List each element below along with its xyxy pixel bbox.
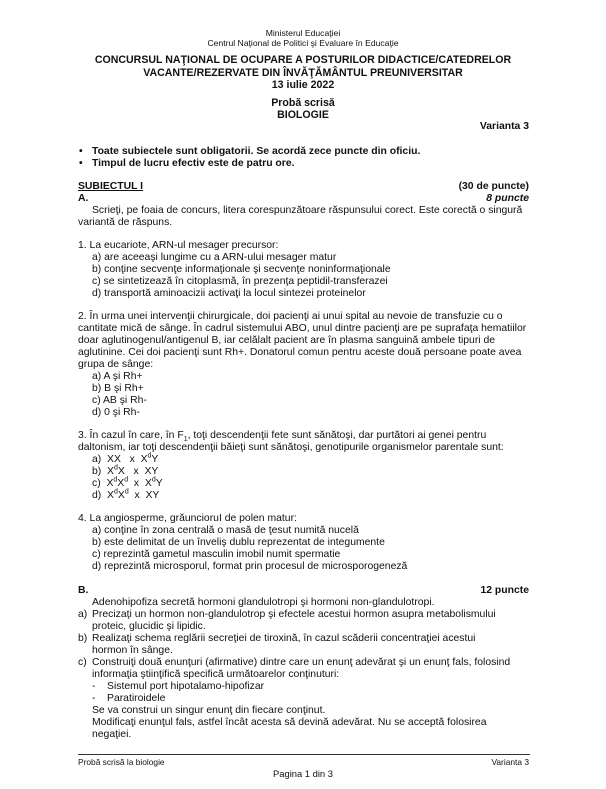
part-b-points: 12 puncte [480, 585, 529, 596]
part-b-item-b-line-1: Realizaţi schema reglării secreţiei de tiroxină, în cazul scăderii concentraţiei acestui [92, 633, 476, 644]
part-b-item-a-line-2: proteic, glucidic şi lipidic. [92, 621, 206, 632]
part-b-item-b-label: b) [78, 633, 88, 644]
question-2-option-d: d) 0 şi Rh- [92, 407, 140, 418]
exam-subject: BIOLOGIE [277, 109, 329, 121]
footer-left: Probă scrisă la biologie [78, 757, 165, 767]
part-b-label: B. [78, 585, 89, 596]
question-3-stem-2: daltonism, iar toţi descendenţii băieţi sunt sănătoşi, genotipurile organismelor parentale sunt: [78, 442, 504, 453]
question-4-option-c: c) reprezintă gametul masculin imobil numit spermatie [92, 549, 341, 560]
subject-1-title: SUBIECTUL I [78, 181, 144, 192]
part-a-intro-1: Scrieţi, pe foaia de concurs, litera corespunzătoare răspunsului corect. Este corectă o singură [92, 205, 523, 216]
part-b-note-2-line-1: Modificaţi enunţul fals, astfel încât acesta să devină adevărat. Nu se acceptă folosirea [92, 717, 487, 728]
question-1-option-a: a) are aceeaşi lungime cu a ARN-ului mesager matur [92, 252, 337, 263]
part-b-item-c-line-1: Construiţi două enunţuri (afirmative) dintre care un enunţ adevărat şi un enunţ fals, folosind [92, 657, 511, 668]
question-3-option-a: a) XX x $X^dY$ [92, 452, 159, 465]
question-3-option-b: b) $X^dX$ x XY [92, 464, 159, 477]
part-a-intro-2: variantă de răspuns. [78, 217, 173, 228]
part-b-note-1: Se va construi un singur enunţ din fiecare conţinut. [92, 705, 326, 716]
instruction-2: • Timpul de lucru efectiv este de patru ore. [92, 158, 294, 169]
title-line-1: CONCURSUL NAŢIONAL DE OCUPARE A POSTURILOR DIDACTICE/CATEDRELOR [94, 54, 512, 66]
part-b-item-c-label: c) [78, 657, 87, 668]
question-4-option-b: b) este delimitat de un înveliş dublu reprezentat de integumente [92, 537, 385, 548]
question-4-option-a: a) conţine în zona centrală o masă de ţesut numită nucelă [92, 525, 359, 536]
part-b-item-c-line-2: informaţia ştiinţifică specifică următoarelor conţinuturi: [92, 669, 340, 680]
question-2-option-c: c) AB şi Rh- [92, 395, 147, 406]
dash-item-2: - Paratiroidele [92, 693, 166, 704]
question-1-option-d: d) transportă aminoacizii activaţi la locul sintezei proteinelor [92, 288, 366, 299]
question-4-stem: 4. La angiosperme, grăuncioruI de polen matur: [78, 513, 297, 524]
question-1-option-b: b) conţine secvenţe informaţionale şi secvenţe noninformaţionale [92, 264, 391, 275]
part-b-item-a-label: a) [78, 609, 88, 620]
question-2-stem-4: aglutinine. Cei doi pacienţi sunt Rh+. Donatorul comun pentru aceste două persoane poate avea [78, 347, 522, 358]
subject-1-points: (30 de puncte) [458, 181, 529, 192]
part-a-points: 8 puncte [486, 193, 529, 204]
part-a-label: A. [78, 193, 89, 204]
instruction-1: • Toate subiectele sunt obligatorii. Se acordă zece puncte din oficiu. [92, 146, 420, 157]
question-2-stem-5: grupa de sânge: [78, 359, 154, 370]
title-line-2: VACANTE/REZERVATE DIN ÎNVĂŢĂMÂNTUL PREUNIVERSITAR [143, 67, 463, 79]
question-3-option-c: c) $X^dX^d$ x $X^dY$ [92, 476, 163, 489]
footer-right: Varianta 3 [491, 757, 529, 767]
variant-label: Varianta 3 [479, 121, 529, 132]
ministry-name: Ministerul Educaţiei [265, 28, 341, 38]
exam-date: 13 iulie 2022 [271, 79, 335, 91]
page-number: Pagina 1 din 3 [273, 768, 333, 779]
question-4-option-d: d) reprezintă microsporul, format prin procesul de microsporogeneză [92, 561, 408, 572]
part-b-item-b-line-2: hormon în sânge. [92, 645, 173, 656]
dash-item-1: - Sistemul port hipotalamo-hipofizar [92, 681, 265, 692]
question-2-stem-1: 2. În urma unei intervenţii chirurgicale, doi pacienţi ai unui spital au nevoie de transfuzie cu o [78, 311, 503, 322]
question-2-option-a: a) A şi Rh+ [92, 371, 143, 382]
part-b-item-a-line-1: Precizaţi un hormon non-glandulotrop şi efectele acestui hormon asupra metabolismului [92, 609, 496, 620]
question-2-stem-3: doar aglutinogenul/antigenul B, iar celălalt pacient are în plasma sanguină ambele tipuri de [78, 335, 496, 346]
exam-type: Probă scrisă [271, 97, 335, 109]
question-1-stem: 1. La eucariote, ARN-ul mesager precursor: [78, 240, 279, 251]
question-2-stem-2: cantitate mică de sânge. În cadrul sistemului ABO, unul dintre pacienţi are pe suprafaţa hematiilor [78, 323, 527, 334]
center-name: Centrul Naţional de Politici şi Evaluare în Educaţie [207, 38, 399, 48]
footer-rule [78, 754, 530, 755]
part-b-note-2-line-2: negaţiei. [92, 729, 132, 740]
question-1-option-c: c) se sintetizează în citoplasmă, în prezenţa peptidil-transferazei [92, 276, 388, 287]
question-3-option-d: d) $X^dX^d$ x XY [92, 488, 160, 501]
question-3-stem-1: 3. În cazul în care, în $F_1$, toţi descendenţii fete sunt sănătoşi, dar purtători ai genei pentru [78, 430, 487, 444]
question-2-option-b: b) B şi Rh+ [92, 383, 144, 394]
part-b-intro: Adenohipofiza secretă hormoni glandulotropi şi hormoni non-glandulotropi. [92, 597, 435, 608]
